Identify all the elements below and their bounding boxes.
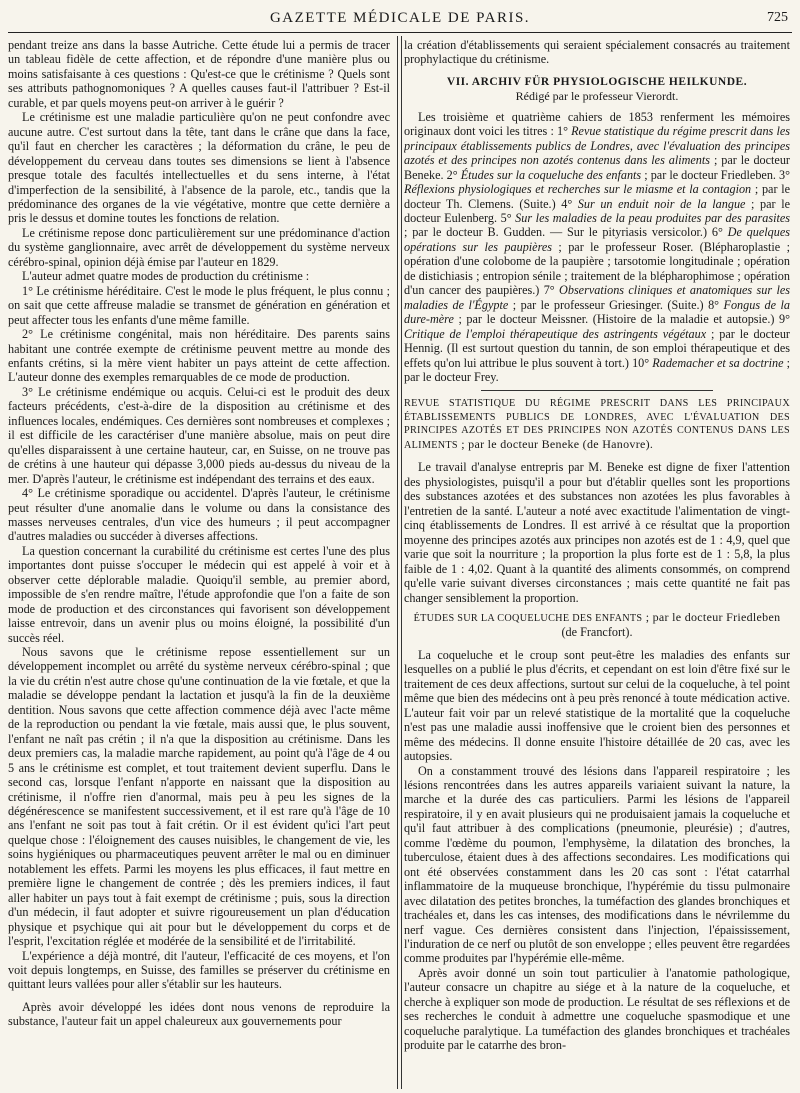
- right-column: [404, 38, 790, 1089]
- paragraph: Après avoir développé les idées dont nous venons de reproduire la substance, l'auteur fait un appel chaleureux aux gouvernements pour: [8, 999, 390, 1029]
- paragraph: L'expérience a déjà montré, dit l'auteur, l'efficacité de ces moyens, et l'on voit depuis longtemps, en Suisse, des familles se préserver du crétinisme en quittant leurs vallées pour aller s'établir sur les hauteurs.: [8, 948, 390, 992]
- paragraph: Le crétinisme repose donc particulièrement sur une prédominance d'action du système ganglionnaire, avec arrêt de développement du système nerveux cérébro-spinal, opinion déjà émise par l'auteur en 1829.: [8, 225, 390, 269]
- page-number: 725: [767, 10, 788, 25]
- article-heading: REVUE STATISTIQUE DU RÉGIME PRESCRIT DANS LES PRINCIPAUX ÉTABLISSEMENTS PUBLICS DE LONDRES, AVEC L'ÉVALUATION DES PRINCIPES AZOTÉS ET DES PRINCIPES NON AZOTÉS CONTENUS DANS LES ALIMENTS ; par le docteur Beneke (de Hanovre).: [404, 398, 790, 451]
- paragraph: 2° Le crétinisme congénital, mais non héréditaire. Des parents sains habitant une contrée exempte de crétinisme peuvent mettre au monde des enfants crétins, si la mère vient habiter un pays atteint de cette affection. L'auteur donne des exemples remarquables de ce mode de production.: [8, 327, 390, 385]
- paragraph: pendant treize ans dans la basse Autriche. Cette étude lui a permis de tracer un tableau fidèle de cette affection, et de répondre d'une manière plus ou moins satisfaisante à ces questions : Qu'est-ce que le crétinisme ? Quels sont ses attributs pathognomoniques ? A quelles causes faut-il l'attribuer ? Est-il curable, et par quels moyens peut-on arriver à le guérir ?: [8, 38, 390, 110]
- paragraph: Le crétinisme est une maladie particulière qu'on ne peut confondre avec aucune autre. C'est surtout dans la tête, tant dans le crâne que dans la face, qu'il faut en chercher les caractères ; la déformation du crâne, le peu de développement du cerveau dans toutes ses dimensions se lient à l'absence presque totale des facultés intellectuelles et du sens interne, à l'état d'imperfection de la sensibilité, à l'absence de la parole, etc., tandis que la prédominance des organes de la vie végétative, montre que cette dernière a pris le dessus et domine toutes les fonctions de relation.: [8, 110, 390, 226]
- paragraph: La question concernant la curabilité du crétinisme est certes l'une des plus importantes dont puisse s'occuper le médecin qui est appelé à voir et à observer cette déplorable maladie. Quoiqu'il semble, au premier abord, impossible de s'en rendre maître, l'étude approfondie que l'on a faite de son mode de production et des circonstances qui favorisent son développement laisse entrevoir, dans un avenir plus ou moins éloigné, la possibilité d'un succès réel.: [8, 543, 390, 645]
- journal-title: GAZETTE MÉDICALE DE PARIS.: [269, 10, 531, 26]
- section-editor: Rédigé par le professeur Vierordt.: [515, 89, 679, 104]
- paragraph: 1° Le crétinisme héréditaire. C'est le mode le plus fréquent, le plus connu ; on sait que cette affreuse maladie se transmet de génération en génération et peut affecter tous les enfants d'une même famille.: [8, 283, 390, 327]
- paragraph: Le travail d'analyse entrepris par M. Beneke est digne de fixer l'attention des physiologistes, puisqu'il a pour but d'établir quelles sont les proportions des substances azotées et des substances non azotées les plus favorables à l'entretien de la santé. L'auteur a noté avec exactitude l'alimentation de vingt-cinq établissements de Londres. Il est arrivé à ce résultat que la proportion moyenne des principes azotés aux principes non azotés est de 1 : 4,9, quel que varie que soit la nourriture ; la proportion la plus forte est de 1 : 5,8, la plus faible de 1 : 4,02. Quant à la quantité des aliments consommés, on comprend qu'elle varie suivant diverses circonstances ; mais cette quantité ne fait pas changer sensiblement la proportion.: [404, 460, 790, 605]
- paragraph: Nous savons que le crétinisme repose essentiellement sur un développement incomplet ou arrêté du système nerveux cérébro-spinal ; que la vie du crétin n'est autre chose qu'une continuation de la vie fœtale, et que la maladie se développe pendant la lactation et jusqu'à la fin de la deuxième dentition. Nous savons que cette affection commence déjà avec l'acte même de la reproduction ou pendant la vie fœtale, mais aussi que, le plus souvent, l'enfant ne naît pas crétin ; il n'a que la disposition au crétinisme. Dans les deux premiers cas, la maladie marche rapidement, au point qu'à l'âge de 4 ou 5 ans le crétinisme est complet, et tout traitement devient superflu. Dans le second cas, lorsque l'enfant n'apporte en naissant que la disposition au crétinisme, il n'offre rien d'anormal, mais peu à peu les signes de la dégénérescence se manifestent successivement, et il est rare qu'à l'âge de 10 ans l'enfant ne soit pas tout à fait crétin. Or il est évident qu'ici l'art peut quelque chose : l'éloignement des causes nuisibles, le changement de vie, les soins hygiéniques ou pharmaceutiques peuvent arrêter le mal ou en diminuer notablement les effets. Parmi les moyens les plus efficaces, il faut mettre en première ligne le changement de contrée ; dès les premiers indices, il faut aller habiter un pays tout à fait exempt de crétinisme ; puis, sous la direction d'un médecin, il faut adopter et suivre rigoureusement un plan d'éducation physique et psychique qui ait pour but le développement du corps et de l'esprit, l'excitation réglée et modérée de la sensibilité et de l'irritabilité.: [8, 645, 390, 949]
- paragraph: 4° Le crétinisme sporadique ou accidentel. D'après l'auteur, le crétinisme peut résulter d'une anomalie dans le volume ou dans la consistance des masses nerveuses centrales, d'un vice des humeurs ; il peut accompagner d'autres maladies ou succéder à diverses affections.: [8, 486, 390, 544]
- running-header: [8, 6, 792, 33]
- paragraph: Après avoir donné un soin tout particulier à l'anatomie pathologique, l'auteur consacre un chapitre au siége et à la nature de la coqueluche, et cherche à expliquer son mode de production. Le résultat de ses réflexions et de ses recherches le conduit à admettre une coqueluche spasmodique et une coqueluche paralytique. La tuméfaction des glandes bronchiques et trachéales produite par le catarrhe des bron-: [404, 965, 790, 1053]
- table-of-contents: Les troisième et quatrième cahiers de 1853 renferment les mémoires originaux dont voici les titres : 1° Revue statistique du régime prescrit dans les principaux établissements publics de Londres, avec l'évaluation des principes azotés et des principes non azotés contenus dans les aliments ; par le docteur Beneke. 2° Études sur la coqueluche des enfants ; par le docteur Friedleben. 3° Réflexions physiologiques et recherches sur le miasme et la contagion ; par le docteur Th. Clemens. (Suite.) 4° Sur un enduit noir de la langue ; par le docteur Eulenberg. 5° Sur les maladies de la peau produites par des parasites ; par le docteur B. Gudden. — Sur le pityriasis versicolor.) 6° De quelques opérations sur les paupières ; par le professeur Roser. (Blépharoplastie ; opération d'une colobome de la paupière ; tarsotomie longitudinale ; opération de distichiasis ; entropion sénile ; traitement de la blépharophimose ; opération d'un cancer des paupières.) 7° Observations cliniques et anatomiques sur les maladies de l'Égypte ; par le professeur Griesinger. (Suite.) 8° Fongus de la dure-mère ; par le docteur Meissner. (Histoire de la maladie et autopsie.) 9° Critique de l'emploi thérapeutique des astringents végétaux ; par le docteur Hennig. (Il est surtout question du tannin, de son emploi thérapeutique et des effets qu'on lui attribue le plus souvent à tort.) 10° Rademacher et sa doctrine ; par le docteur Frey.: [404, 109, 790, 384]
- paragraph: La coqueluche et le croup sont peut-être les maladies des enfants sur lesquelles on a publié le plus d'écrits, et cependant on est loin d'être fixé sur le traitement de ces deux affections, surtout sur celui de la coqueluche, à tel point même que bien des médecins ont à peu près renoncé à toute médication active. L'auteur fait voir par un relevé statistique de la mortalité que la coqueluche n'est pas une maladie aussi inoffensive que le croient bien des personnes et même des médecins. Il donne ensuite l'histoire détaillée de 20 cas, avec les autopsies.: [404, 647, 790, 764]
- left-column: [8, 38, 390, 1089]
- paragraph: 3° Le crétinisme endémique ou acquis. Celui-ci est le produit des deux facteurs précédents, c'est-à-dire de la disposition au crétinisme et des influences locales, endémiques. Ces dernières sont nombreuses et complexes ; il est difficile de les caractériser d'une manière absolue, mais on peut dire qu'elles disparaissent à une certaine hauteur, car, en Suisse, on ne trouve pas de crétins à une hauteur qui dépasse 3,000 pieds au-dessus du niveau de la mer. D'après l'auteur, le crétinisme est indépendant des terrains et des eaux.: [8, 384, 390, 486]
- section-title: VII. ARCHIV FÜR PHYSIOLOGISCHE HEILKUNDE.: [446, 75, 748, 88]
- column-divider: [397, 36, 402, 1089]
- paragraph: L'auteur admet quatre modes de production du crétinisme :: [22, 269, 310, 284]
- paragraph: la création d'établissements qui seraient spécialement consacrés au traitement prophylactique du crétinisme.: [404, 38, 790, 67]
- article-heading: ÉTUDES SUR LA COQUELUCHE DES ENFANTS ; par le docteur Friedleben: [413, 609, 781, 624]
- article-place: (de Francfort).: [561, 625, 633, 640]
- paragraph: On a constamment trouvé des lésions dans l'appareil respiratoire ; les lésions rencontrées dans les autres appareils variaient suivant la nature, la marche et la durée des cas particuliers. Parmi les lésions de l'appareil respiratoire, il y en avait plusieurs qui ne produisaient jamais la coqueluche et qu'il faut attribuer à des complications (pneumonie, pleurésie) ; d'autres, comme l'œdème du poumon, l'emphysème, la dilatation des bronches, la tuberculose, étaient dues à des affections secondaires. Les modifications qui ont été observées constamment dans les 20 cas sont : l'état catarrhal inflammatoire de la muqueuse bronchique, l'hypérémie du tissu pulmonaire avec dilatation des petites bronches, la tuméfaction des glandes bronchiques et trachéales et, dans les cas intenses, des modifications dans le névrilemme du nerf vague. Ces dernières consistent dans l'injection, l'épaississement, l'induration de ce nerf ou plutôt de son enveloppe ; elles peuvent être regardées comme produites par l'hypérémie elle-même.: [404, 763, 790, 966]
- section-rule: [481, 390, 713, 391]
